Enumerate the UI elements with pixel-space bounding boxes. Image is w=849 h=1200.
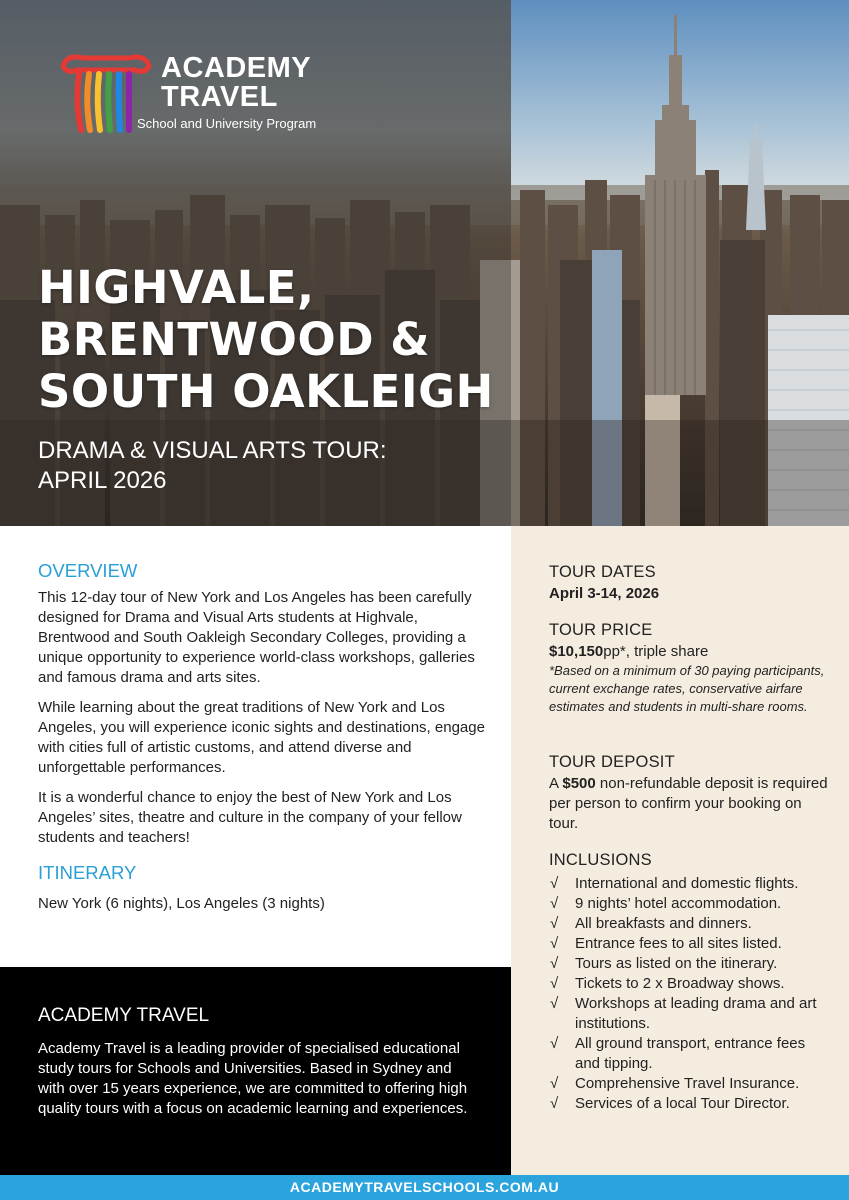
overview-paragraph-1: This 12-day tour of New York and Los Angeles has been carefully designed for Drama and Visual Arts students at Highvale, Brentwood and South Oakleigh Secondary Colleges, providing a unique opportunity to experience world-class workshops, galleries and famous drama and arts sites. (38, 589, 475, 686)
inclusion-text: Tours as listed on the itinerary. (575, 955, 778, 972)
itinerary-heading: ITINERARY (38, 862, 137, 883)
checkmark-icon: √ (550, 895, 559, 912)
list-item (549, 1074, 829, 1094)
checkmark-icon: √ (550, 875, 559, 892)
subtitle-line-1: DRAMA & VISUAL ARTS TOUR: (38, 437, 387, 464)
main-content (38, 560, 488, 924)
inclusion-text: Tickets to 2 x Broadway shows. (575, 975, 785, 992)
tour-deposit-block (549, 753, 829, 834)
inclusion-text: 9 nights’ hotel accommodation. (575, 895, 782, 912)
academy-travel-logo (57, 52, 337, 136)
tour-price-note: *Based on a minimum of 30 paying participants, current exchange rates, conservative airfare estimates and students in multi-share rooms. (549, 663, 825, 714)
title-line-2: BRENTWOOD & (38, 313, 430, 366)
page-subtitle (38, 436, 387, 496)
about-section (0, 967, 511, 1175)
inclusion-text: Services of a local Tour Director. (575, 1095, 790, 1112)
tour-details-panel (511, 526, 849, 1175)
tour-dates-heading: TOUR DATES (549, 563, 656, 581)
inclusion-text: All ground transport, entrance fees and tipping. (575, 1035, 806, 1072)
inclusion-text: International and domestic flights. (575, 875, 799, 892)
brand-name-line2: TRAVEL (161, 81, 278, 113)
list-item (549, 1034, 829, 1074)
checkmark-icon: √ (550, 1035, 559, 1052)
inclusion-text: Entrance fees to all sites listed. (575, 935, 782, 952)
list-item (549, 874, 829, 894)
tour-price-heading: TOUR PRICE (549, 621, 653, 639)
tour-deposit-text (549, 774, 829, 834)
tour-deposit-amount: $500 (562, 775, 596, 792)
overview-paragraph-2: While learning about the great traditions of New York and Los Angeles, you will experience iconic sights and destinations, engage with cities full of artistic customs, and attend diverse and unforgettable performances. (38, 699, 485, 776)
tour-price-amount: $10,150 (549, 643, 604, 660)
inclusions-heading: INCLUSIONS (549, 851, 652, 869)
checkmark-icon: √ (550, 1075, 559, 1092)
page-title (38, 262, 494, 418)
list-item (549, 914, 829, 934)
tour-deposit-heading: TOUR DEPOSIT (549, 753, 675, 771)
tour-deposit-suffix: non-refundable deposit is required per person to confirm your booking on tour. (549, 775, 828, 832)
inclusion-text: Comprehensive Travel Insurance. (575, 1075, 800, 1092)
tour-price-block (549, 621, 829, 716)
overview-paragraph-3: It is a wonderful chance to enjoy the best of New York and Los Angeles’ sites, theatre and culture in the company of your fellow students and teachers! (38, 789, 462, 846)
about-text: Academy Travel is a leading provider of specialised educational study tours for Schools and Universities. Based in Sydney and with over 15 years experience, we are committed to offering high quality tours with a focus on academic learning and experiences. (38, 1040, 468, 1117)
list-item (549, 954, 829, 974)
checkmark-icon: √ (550, 975, 559, 992)
list-item (549, 894, 829, 914)
subtitle-line-2: APRIL 2026 (38, 467, 167, 494)
overview-heading: OVERVIEW (38, 560, 138, 581)
brand-name (161, 54, 311, 112)
hero-banner (0, 0, 849, 526)
inclusions-list (549, 874, 829, 1114)
inclusions-block (549, 851, 829, 1114)
checkmark-icon: √ (550, 1095, 559, 1112)
list-item (549, 1094, 829, 1114)
tour-price-suffix: pp*, triple share (603, 643, 709, 660)
checkmark-icon: √ (550, 955, 559, 972)
tour-price-line (549, 642, 829, 662)
inclusion-text: Workshops at leading drama and art institutions. (575, 995, 817, 1032)
about-heading: ACADEMY TRAVEL (38, 1005, 210, 1026)
title-line-1: HIGHVALE, (38, 261, 315, 314)
brand-name-line1: ACADEMY (161, 52, 312, 84)
tour-deposit-prefix: A (549, 775, 563, 792)
checkmark-icon: √ (550, 935, 559, 952)
brand-tagline: School and University Program (137, 116, 317, 131)
list-item (549, 974, 829, 994)
checkmark-icon: √ (550, 915, 559, 932)
tour-dates-block (549, 563, 829, 604)
tour-dates-value: April 3-14, 2026 (549, 585, 660, 602)
checkmark-icon: √ (550, 995, 559, 1012)
list-item (549, 934, 829, 954)
inclusion-text: All breakfasts and dinners. (575, 915, 752, 932)
itinerary-text: New York (6 nights), Los Angeles (3 nights) (38, 895, 325, 912)
title-line-3: SOUTH OAKLEIGH (38, 365, 494, 418)
footer-website-link[interactable]: ACADEMYTRAVELSCHOOLS.COM.AU (0, 1175, 849, 1200)
list-item (549, 994, 829, 1034)
